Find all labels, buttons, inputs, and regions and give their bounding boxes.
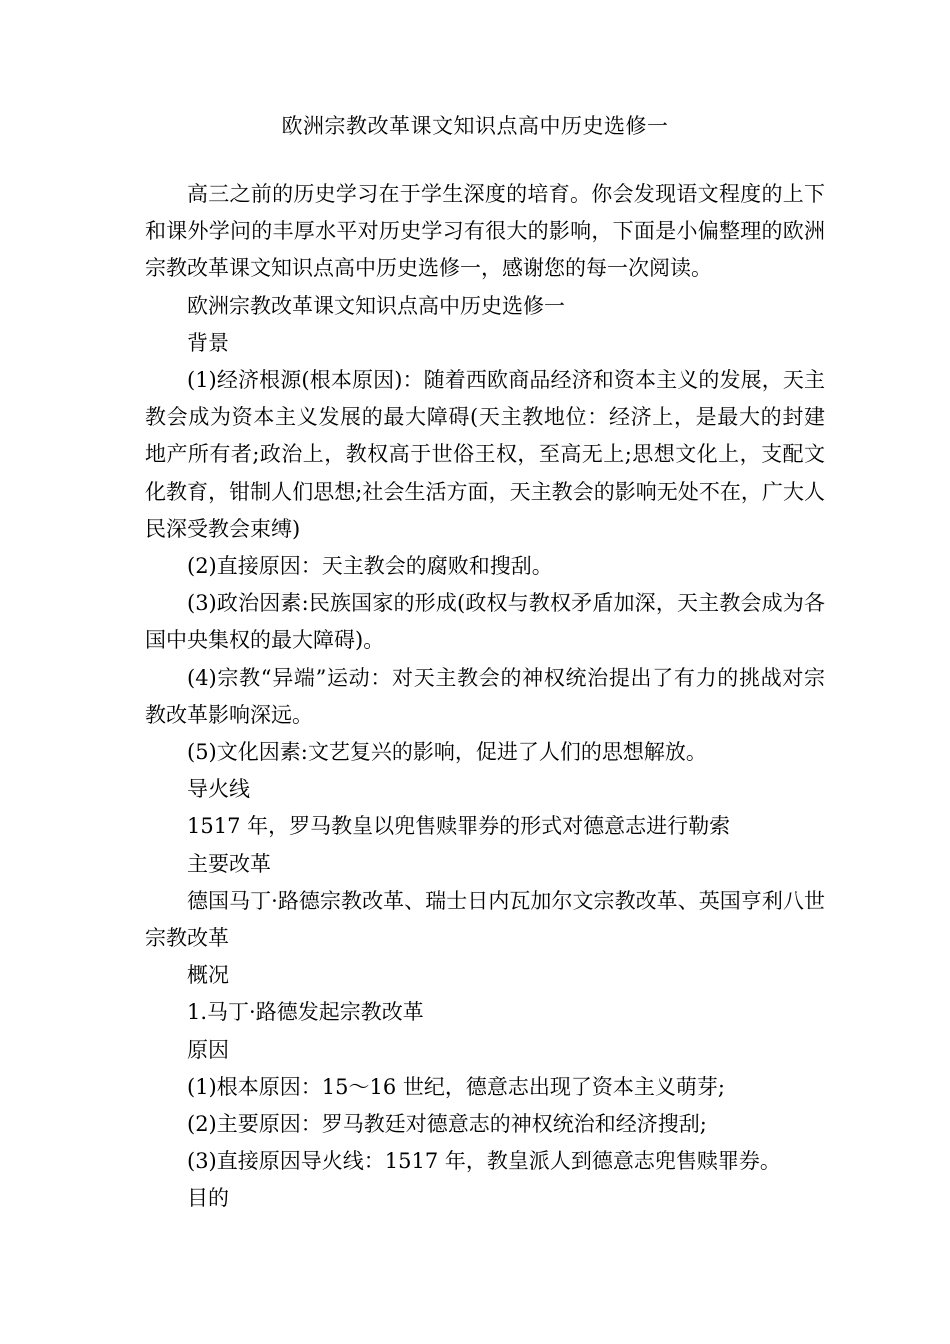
paragraph-direct-cause: (2)直接原因：天主教会的腐败和搜刮。	[187, 554, 553, 579]
paragraph-1517: 1517 年，罗马教皇以兜售赎罪券的形式对德意志进行勒索	[187, 814, 731, 839]
heading-luther: 1.马丁·路德发起宗教改革	[187, 1000, 424, 1025]
paragraph-economic-root: (1)经济根源(根本原因)：随着西欧商品经济和资本主义的发展，天主教会成为资本主义发展的最大障碍(天主教地位：经济上，是最大的封建地产所有者;政治上，教权高于世俗王权，至高无上;思想文化上，支配文化教育，钳制人们思想;社会生活方面，天主教会的影响无处不在，广大人民深受教会束缚)	[145, 368, 825, 541]
document-title: 欧洲宗教改革课文知识点高中历史选修一	[281, 114, 669, 138]
heading-purpose: 目的	[187, 1186, 229, 1211]
heading-main-reforms: 主要改革	[187, 851, 271, 876]
paragraph-subtitle: 欧洲宗教改革课文知识点高中历史选修一	[187, 293, 565, 318]
paragraph-heresy-movement: (4)宗教“异端”运动：对天主教会的神权统治提出了有力的挑战对宗教改革影响深远。	[145, 665, 825, 727]
heading-fuse: 导火线	[187, 777, 250, 802]
paragraph-cultural-factor: (5)文化因素:文艺复兴的影响，促进了人们的思想解放。	[187, 740, 707, 765]
heading-causes: 原因	[187, 1037, 229, 1062]
paragraph-political-factor: (3)政治因素:民族国家的形成(政权与教权矛盾加深，天主教会成为各国中央集权的最大障碍)。	[145, 591, 825, 653]
document-body	[145, 176, 825, 1218]
paragraph-cause-main: (2)主要原因：罗马教廷对德意志的神权统治和经济搜刮;	[187, 1112, 707, 1137]
paragraph-cause-root: (1)根本原因：15～16 世纪，德意志出现了资本主义萌芽;	[187, 1074, 725, 1099]
paragraph-cause-direct: (3)直接原因导火线：1517 年，教皇派人到德意志兜售赎罪券。	[187, 1149, 781, 1174]
heading-overview: 概况	[187, 963, 229, 988]
heading-background: 背景	[187, 330, 229, 355]
paragraph-reforms-list: 德国马丁·路德宗教改革、瑞士日内瓦加尔文宗教改革、英国亨利八世宗教改革	[145, 888, 825, 951]
paragraph-intro: 高三之前的历史学习在于学生深度的培育。你会发现语文程度的上下和课外学问的丰厚水平对历史学习有很大的影响，下面是小偏整理的欧洲宗教改革课文知识点高中历史选修一，感谢您的每一次阅读。	[145, 182, 825, 281]
